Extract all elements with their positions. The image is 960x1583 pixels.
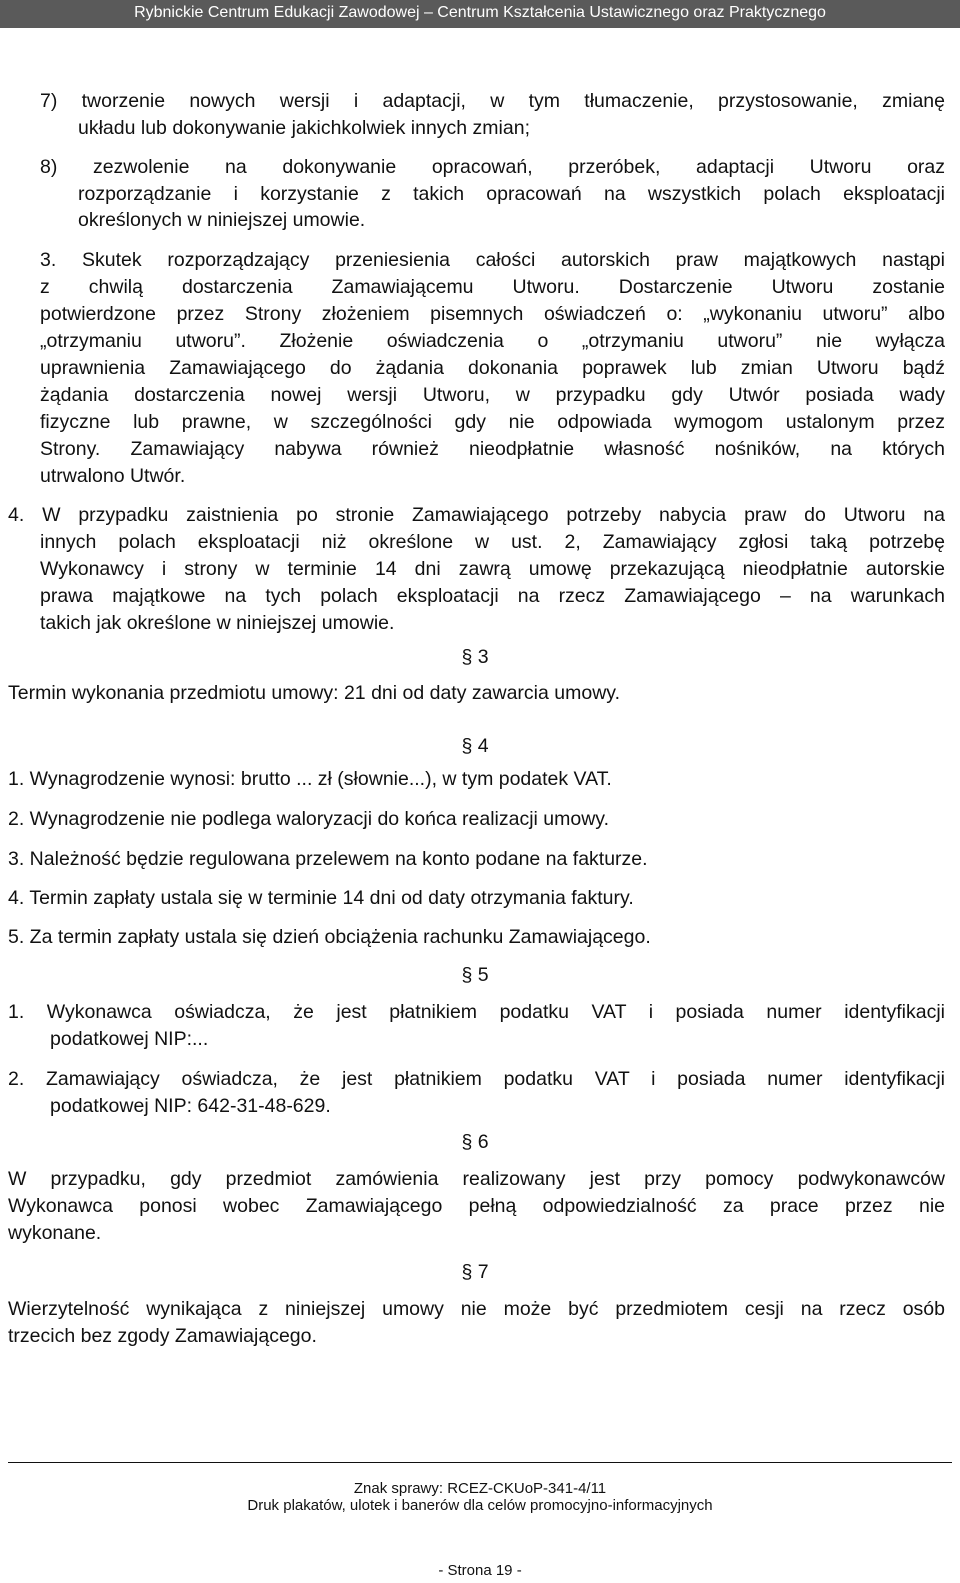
body-line: żądania dostarczenia nowej wersji Utworu, w przypadku gdy Utwór posiada wady <box>40 384 945 406</box>
body-line: 7) tworzenie nowych wersji i adaptacji, w tym tłumaczenie, przystosowanie, zmianę <box>40 90 945 112</box>
body-line: Strony. Zamawiający nabywa również nieodpłatnie własność nośników, na których <box>40 438 945 460</box>
body-line: innych polach eksploatacji niż określone w ust. 2, Zamawiający zgłosi taką potrzebę <box>40 531 945 553</box>
body-line: W przypadku, gdy przedmiot zamówienia realizowany jest przy pomocy podwykonawców <box>8 1168 945 1190</box>
body-line: „otrzymaniu utworu”. Złożenie oświadczenia o „otrzymaniu utworu” nie wyłącza <box>40 330 945 352</box>
body-line: 1. Wynagrodzenie wynosi: brutto ... zł (słownie...), w tym podatek VAT. <box>8 768 612 790</box>
body-line: fizyczne lub prawne, w szczególności gdy nie odpowiada wymogom ustalonym przez <box>40 411 945 433</box>
section-heading: § 3 <box>461 646 489 668</box>
section-heading: § 7 <box>461 1261 489 1283</box>
page-number: - Strona 19 - <box>438 1562 522 1579</box>
section-heading: § 5 <box>461 964 489 986</box>
header-title: Rybnickie Centrum Edukacji Zawodowej – Centrum Kształcenia Ustawicznego oraz Praktycznego <box>134 4 826 21</box>
body-line: utrwalono Utwór. <box>40 465 186 487</box>
footer-case-number: Znak sprawy: RCEZ-CKUoP-341-4/11 <box>353 1480 607 1497</box>
footer-divider <box>8 1462 952 1463</box>
body-line: rozporządzanie i korzystanie z takich opracowań na wszystkich polach eksploatacji <box>78 183 945 205</box>
body-line: 2. Zamawiający oświadcza, że jest płatnikiem podatku VAT i posiada numer identyfikacji <box>8 1068 945 1090</box>
body-line: określonych w niniejszej umowie. <box>78 209 366 231</box>
body-line: 8) zezwolenie na dokonywanie opracowań, przeróbek, adaptacji Utworu oraz <box>40 156 945 178</box>
section-heading: § 6 <box>461 1131 489 1153</box>
body-line: Wykonawcy i strony w terminie 14 dni zawrą umowę przekazującą nieodpłatnie autorskie <box>40 558 945 580</box>
body-line: 5. Za termin zapłaty ustala się dzień obciążenia rachunku Zamawiającego. <box>8 926 651 948</box>
body-line: 2. Wynagrodzenie nie podlega waloryzacji do końca realizacji umowy. <box>8 808 610 830</box>
body-line: 3. Skutek rozporządzający przeniesienia całości autorskich praw majątkowych nastąpi <box>40 249 945 271</box>
section-heading: § 4 <box>461 735 489 757</box>
body-line: 3. Należność będzie regulowana przelewem na konto podane na fakturze. <box>8 848 648 870</box>
body-line: Wierzytelność wynikająca z niniejszej umowy nie może być przedmiotem cesji na rzecz osób <box>8 1298 945 1320</box>
body-line: z chwilą dostarczenia Zamawiającemu Utworu. Dostarczenie Utworu zostanie <box>40 276 945 298</box>
body-line: 1. Wykonawca oświadcza, że jest płatnikiem podatku VAT i posiada numer identyfikacji <box>8 1001 945 1023</box>
body-line: uprawnienia Zamawiającego do żądania dokonania poprawek lub zmian Utworu bądź <box>40 357 945 379</box>
body-line: 4. Termin zapłaty ustala się w terminie 14 dni od daty otrzymania faktury. <box>8 887 634 909</box>
body-line: podatkowej NIP:... <box>50 1028 209 1050</box>
body-line: trzecich bez zgody Zamawiającego. <box>8 1325 317 1347</box>
body-line: potwierdzone przez Strony złożeniem pisemnych oświadczeń o: „wykonaniu utworu” albo <box>40 303 945 325</box>
body-line: Wykonawca ponosi wobec Zamawiającego pełną odpowiedzialność za prace przez nie <box>8 1195 945 1217</box>
page-header <box>0 0 960 28</box>
body-line: podatkowej NIP: 642-31-48-629. <box>50 1095 331 1117</box>
body-line: wykonane. <box>8 1222 102 1244</box>
body-line: 4. W przypadku zaistnienia po stronie Zamawiającego potrzeby nabycia praw do Utworu na <box>8 504 945 526</box>
body-line: układu lub dokonywanie jakichkolwiek innych zmian; <box>78 117 530 139</box>
footer-subject: Druk plakatów, ulotek i banerów dla celów promocyjno-informacyjnych <box>247 1497 713 1514</box>
body-line: takich jak określone w niniejszej umowie. <box>40 612 395 634</box>
body-line: prawa majątkowe na tych polach eksploatacji na rzecz Zamawiającego – na warunkach <box>40 585 945 607</box>
body-line: Termin wykonania przedmiotu umowy: 21 dni od daty zawarcia umowy. <box>8 682 620 704</box>
